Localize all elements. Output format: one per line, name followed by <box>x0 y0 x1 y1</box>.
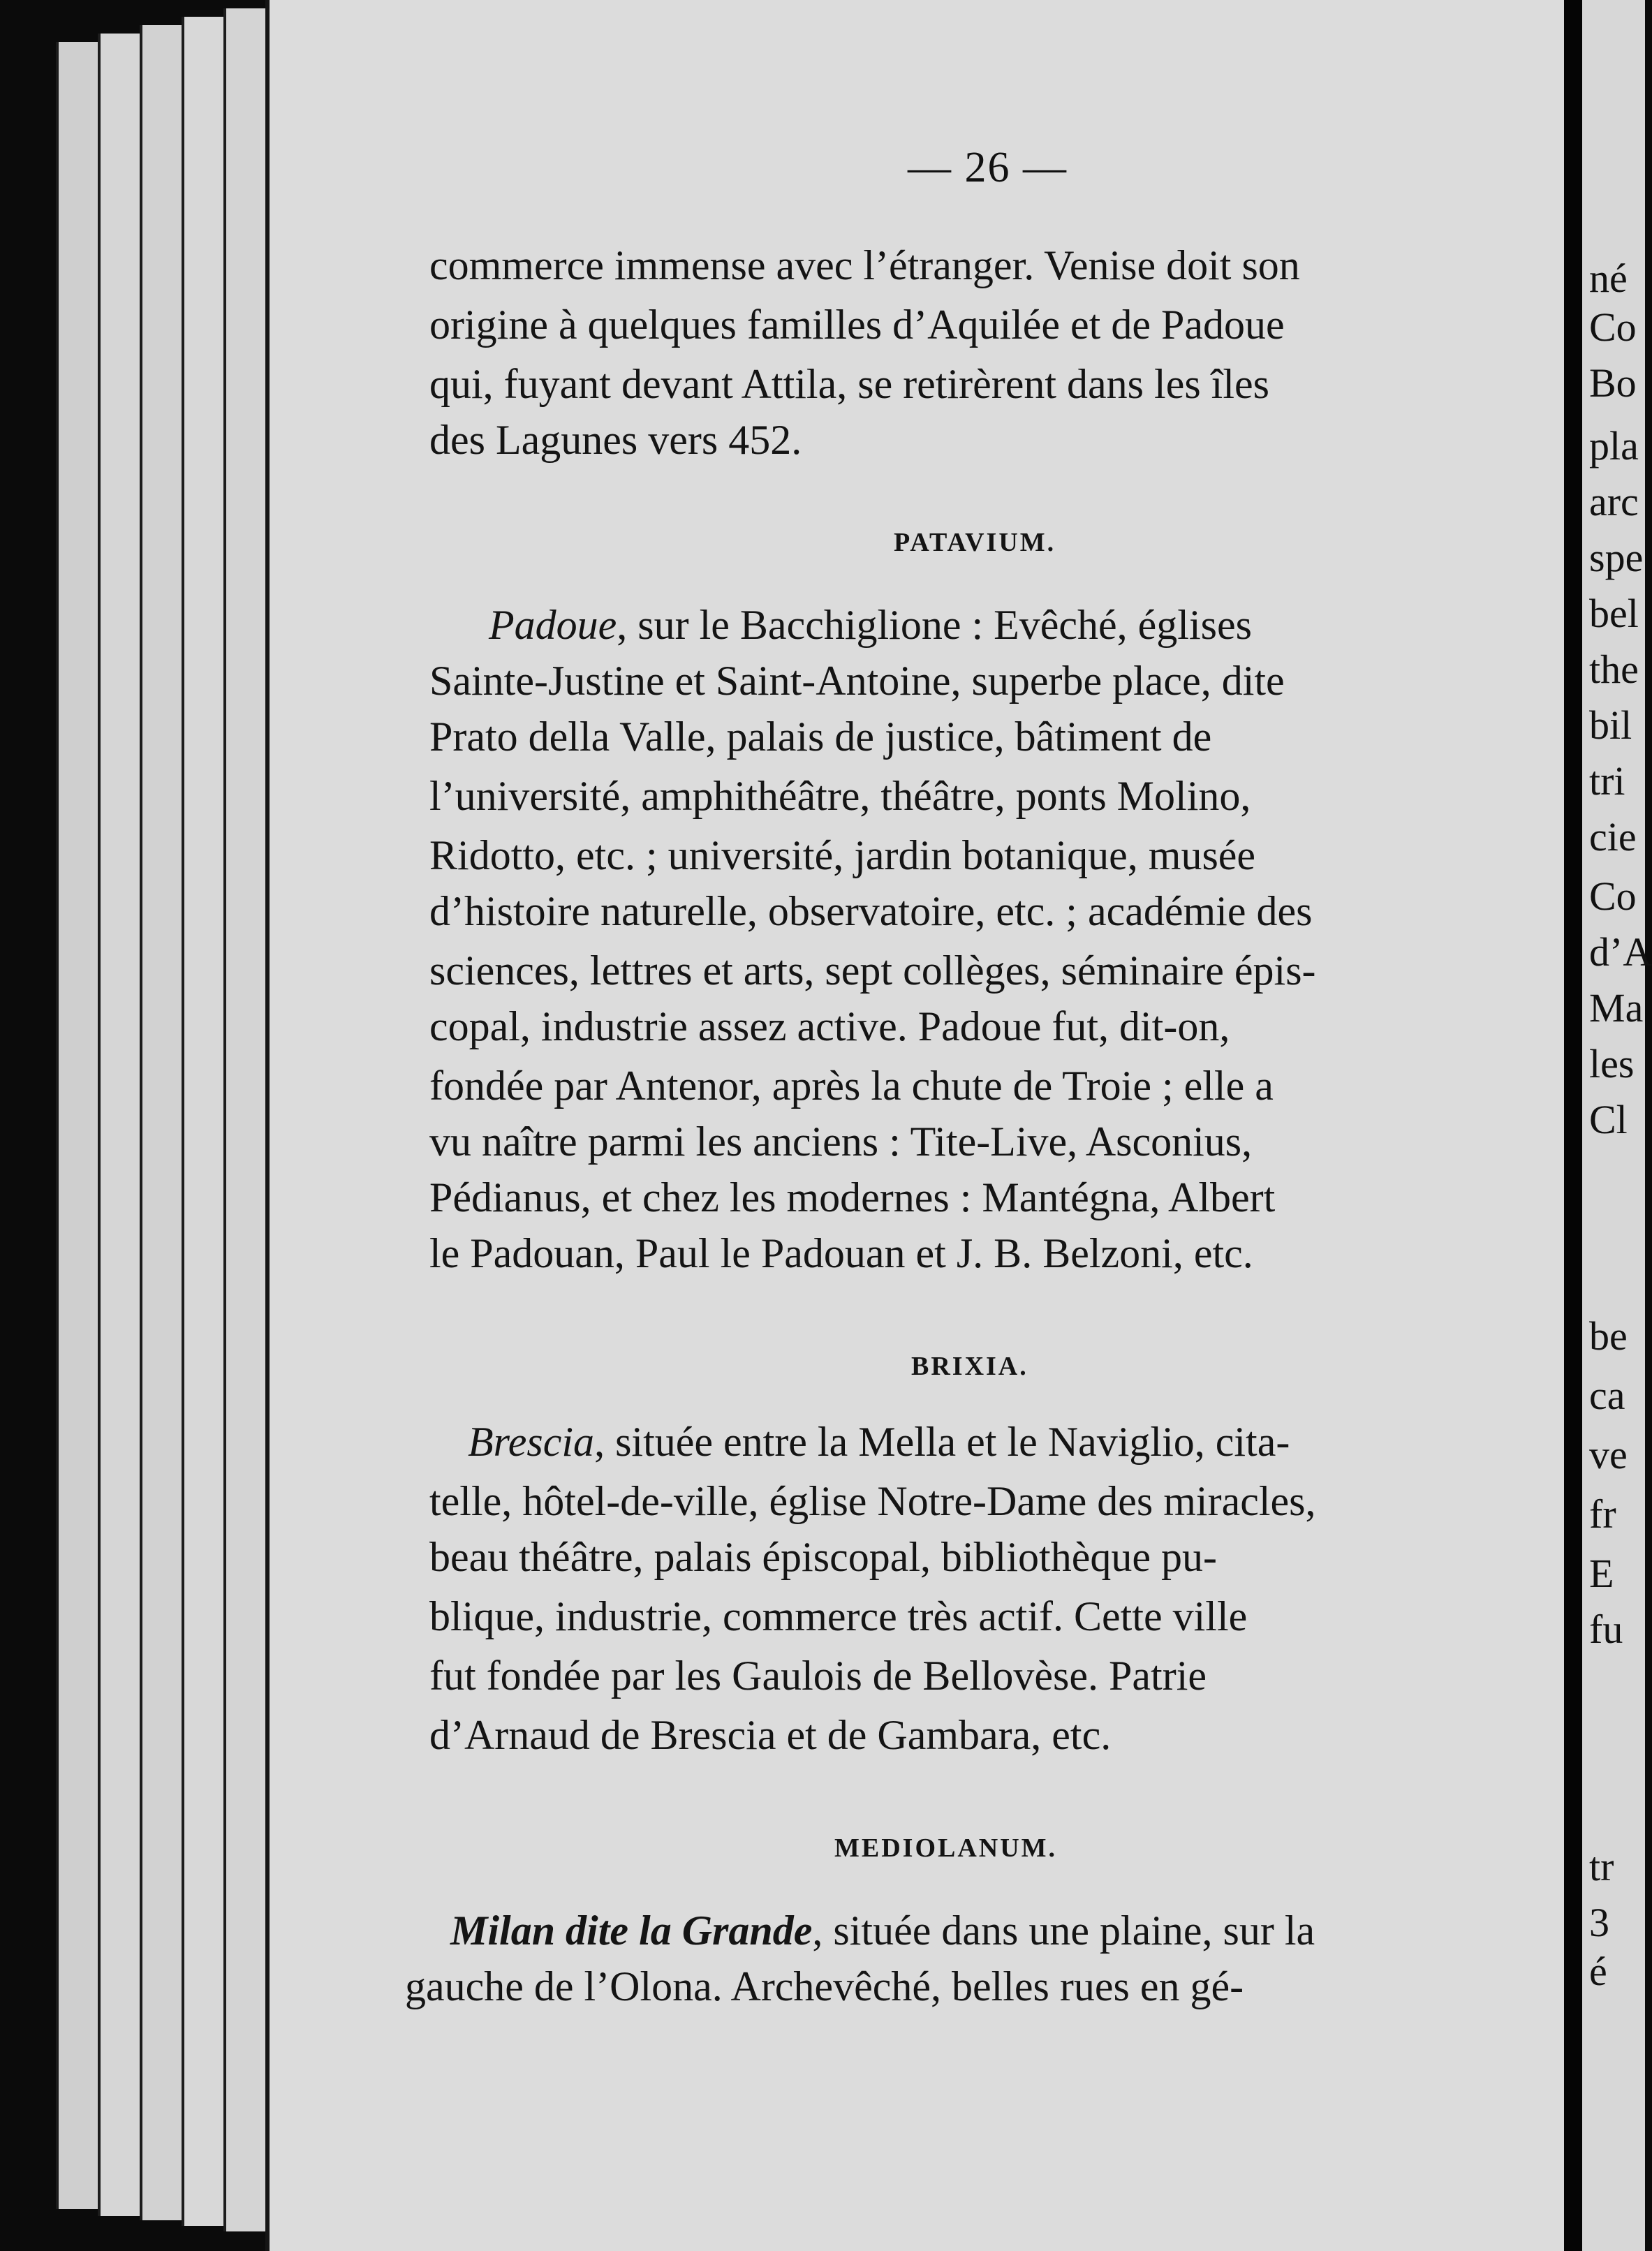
facing-page-fragment: arc <box>1589 479 1639 524</box>
intro-line: origine à quelques familles d’Aquilée et de Padoue <box>429 302 1285 348</box>
paragraph-line: copal, industrie assez active. Padoue fut, dit-on, <box>429 1003 1230 1049</box>
paragraph-line: Brescia, située entre la Mella et le Naviglio, cita- <box>468 1419 1290 1465</box>
section-heading: PATAVIUM. <box>894 528 1056 557</box>
facing-page-fragment: bil <box>1589 702 1632 748</box>
intro-line: qui, fuyant devant Attila, se retirèrent dans les îles <box>429 361 1269 407</box>
paragraph-line: d’histoire naturelle, observatoire, etc. ; académie des <box>429 888 1313 934</box>
facing-page-fragment: the <box>1589 647 1639 692</box>
paragraph-line: telle, hôtel-de-ville, église Notre-Dame des miracles, <box>429 1478 1316 1524</box>
facing-page-fragment: ca <box>1589 1373 1625 1418</box>
facing-page-fragment: ve <box>1589 1432 1628 1477</box>
paragraph-line: vu naître parmi les anciens : Tite-Live, Asconius, <box>429 1119 1253 1165</box>
facing-page-fragment: Co <box>1589 873 1637 919</box>
facing-page-fragment: bel <box>1589 591 1639 636</box>
facing-page-fragment: Bo <box>1589 360 1637 406</box>
intro-line: des Lagunes vers 452. <box>429 417 802 463</box>
facing-page-fragment: d’A <box>1589 929 1652 975</box>
facing-page-fragment: cie <box>1589 814 1637 859</box>
facing-page-fragment: fr <box>1589 1491 1616 1537</box>
facing-page-fragment: be <box>1589 1313 1628 1359</box>
paragraph-line: le Padouan, Paul le Padouan et J. B. Belzoni, etc. <box>429 1230 1253 1276</box>
place-name: Milan dite la Grande <box>450 1907 813 1954</box>
paragraph-line: Milan dite la Grande, située dans une plaine, sur la <box>450 1907 1315 1954</box>
paragraph-line: l’université, amphithéâtre, théâtre, ponts Molino, <box>429 773 1251 819</box>
section-heading: BRIXIA. <box>911 1352 1028 1381</box>
paragraph-line: blique, industrie, commerce très actif. Cette ville <box>429 1593 1248 1639</box>
paragraph-line: sciences, lettres et arts, sept collèges, séminaire épis- <box>429 947 1316 994</box>
facing-page-fragment: é <box>1589 1949 1607 1994</box>
facing-page-fragment: spe <box>1589 535 1644 580</box>
page-edge <box>56 42 101 2209</box>
facing-page-fragment: fu <box>1589 1607 1623 1652</box>
facing-page <box>1582 0 1652 2251</box>
section-heading: MEDIOLANUM. <box>834 1833 1058 1863</box>
facing-page-fragment: tri <box>1589 758 1625 804</box>
paragraph-line: Padoue, sur le Bacchiglione : Evêché, églises <box>489 602 1252 648</box>
facing-page-fragment: 3 <box>1589 1900 1609 1945</box>
facing-page-fragment: Co <box>1589 304 1637 350</box>
paragraph-line: beau théâtre, palais épiscopal, bibliothèque pu- <box>429 1534 1217 1580</box>
page-edge <box>182 17 226 2226</box>
intro-line: commerce immense avec l’étranger. Venise doit son <box>429 242 1300 288</box>
facing-page-fragment: E <box>1589 1551 1614 1596</box>
paragraph-line: d’Arnaud de Brescia et de Gambara, etc. <box>429 1712 1112 1758</box>
paragraph-line: fut fondée par les Gaulois de Bellovèse. Patrie <box>429 1653 1207 1699</box>
place-name: Brescia <box>468 1419 595 1465</box>
paragraph-line: Sainte-Justine et Saint-Antoine, superbe place, dite <box>429 658 1285 704</box>
facing-page-fragment: Ma <box>1589 985 1644 1031</box>
facing-page-fragment: pla <box>1589 423 1639 468</box>
facing-page-fragment: tr <box>1589 1844 1614 1889</box>
facing-page-fragment: les <box>1589 1041 1635 1086</box>
facing-page-fragment: Cl <box>1589 1097 1628 1142</box>
paragraph-line: Pédianus, et chez les modernes : Mantégna, Albert <box>429 1174 1276 1220</box>
page-edge <box>140 25 184 2220</box>
place-name: Padoue <box>489 602 617 648</box>
page-number: — 26 — <box>908 144 1068 191</box>
paragraph-line: Ridotto, etc. ; université, jardin botanique, musée <box>429 832 1256 878</box>
facing-page-fragment: né <box>1589 256 1628 301</box>
page-edge <box>98 34 142 2216</box>
paragraph-line: Prato della Valle, palais de justice, bâtiment de <box>429 714 1212 760</box>
paragraph-line: fondée par Antenor, après la chute de Troie ; elle a <box>429 1063 1274 1109</box>
paragraph-line: gauche de l’Olona. Archevêché, belles rues en gé- <box>405 1963 1244 2009</box>
